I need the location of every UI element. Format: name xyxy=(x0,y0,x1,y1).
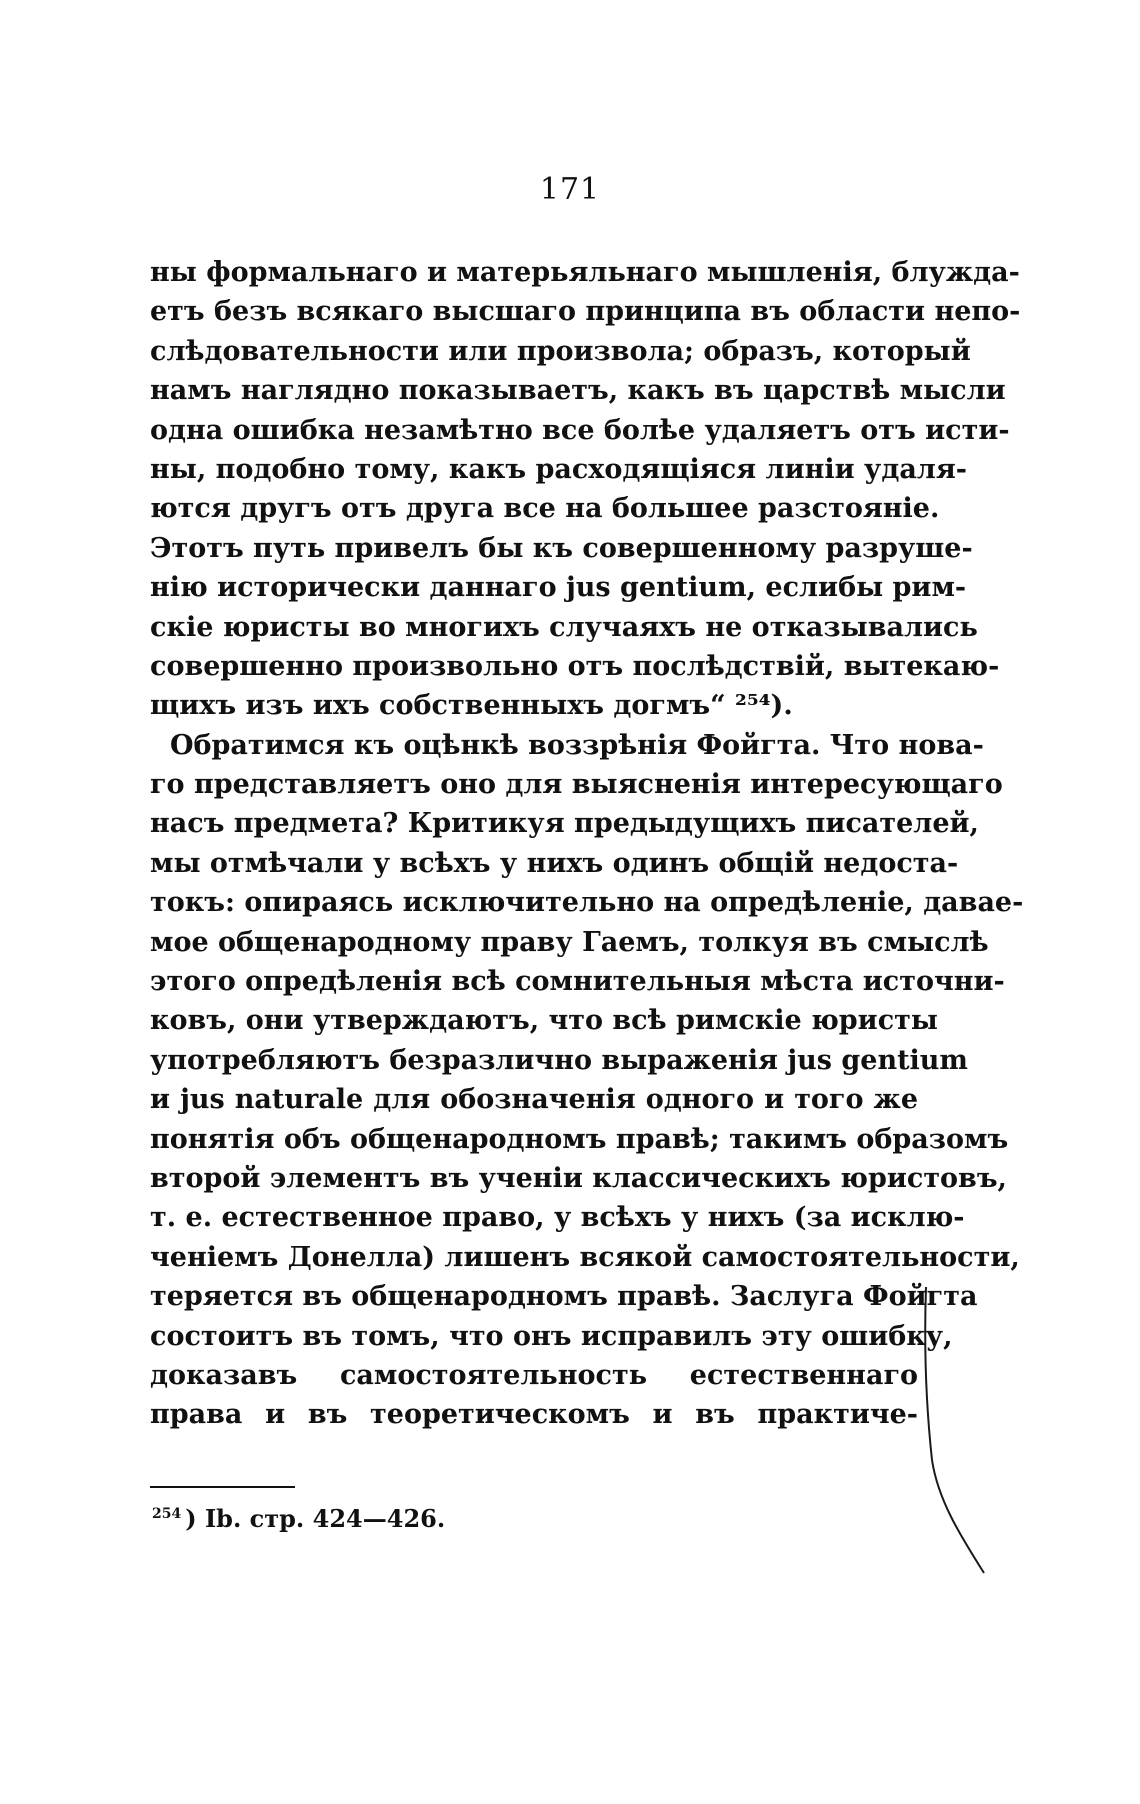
text-line: ченіемъ Донелла) лишенъ всякой самостоятельности, xyxy=(150,1241,1020,1273)
text-line: Этотъ путь привелъ бы къ совершенному разруше- xyxy=(150,532,973,564)
text-line: второй элементъ въ ученіи классическихъ юристовъ, xyxy=(150,1162,1007,1194)
text-line: совершенно произвольно отъ послѣдствій, вытекаю- xyxy=(150,650,1000,682)
text-line: щихъ изъ ихъ собственныхъ догмъ“ ²⁵⁴). xyxy=(150,690,793,722)
text-line: ны формальнаго и матерьяльнаго мышленія, блужда- xyxy=(150,257,1020,288)
footnote xyxy=(152,1504,445,1533)
text-line: одна ошибка незамѣтно все болѣе удаляетъ отъ исти- xyxy=(150,414,1010,446)
text-line: мы отмѣчали у всѣхъ у нихъ одинъ общій недоста- xyxy=(150,847,959,879)
text-line: го представляетъ оно для выясненія интересующаго xyxy=(150,769,1003,801)
text-line: этого опредѣленія всѣ сомнительныя мѣста источни- xyxy=(150,966,1005,998)
text-line: права и въ теоретическомъ и въ практиче- xyxy=(150,1399,918,1431)
text-line: доказавъ самостоятельность естественнаго xyxy=(150,1359,918,1391)
footnote-divider xyxy=(150,1486,295,1488)
text-line: теряется въ общенародномъ правѣ. Заслуга Фойгта xyxy=(150,1281,978,1313)
text-line: употребляютъ безразлично выраженія jus gentium xyxy=(150,1044,969,1076)
text-line: ковъ, они утверждаютъ, что всѣ римскіе юристы xyxy=(150,1005,938,1037)
text-line: слѣдовательности или произвола; образъ, который xyxy=(150,335,971,367)
text-line: и jus naturale для обозначенія одного и того же xyxy=(150,1084,918,1116)
text-line: токъ: опираясь исключительно на опредѣленіе, давае- xyxy=(150,887,1024,919)
text-line: состоитъ въ томъ, что онъ исправилъ эту ошибку, xyxy=(150,1320,953,1352)
text-line: ны, подобно тому, какъ расходящіяся линіи удаля- xyxy=(150,453,968,485)
body-text xyxy=(150,253,1024,1435)
text-line: ются другъ отъ друга все на большее разстояніе. xyxy=(150,493,940,525)
page-number: 171 xyxy=(539,172,601,207)
text-line: скіе юристы во многихъ случаяхъ не отказывались xyxy=(150,611,978,643)
margin-pencil-mark xyxy=(920,1285,990,1575)
text-line: т. е. естественное право, у всѣхъ у нихъ (за исклю- xyxy=(150,1202,965,1234)
text-line: мое общенародному праву Гаемъ, толкуя въ смыслѣ xyxy=(150,926,989,958)
text-line: понятія объ общенародномъ правѣ; такимъ образомъ xyxy=(150,1123,1009,1155)
text-line: намъ наглядно показываетъ, какъ въ царствѣ мысли xyxy=(150,375,1006,407)
text-line: насъ предмета? Критикуя предыдущихъ писателей, xyxy=(150,808,979,840)
text-line: нію исторически даннаго jus gentium, еслибы рим- xyxy=(150,572,967,604)
footnote-marker: 254 xyxy=(152,1506,182,1522)
footnote-text: ) Ib. стр. 424—426. xyxy=(185,1504,446,1533)
text-line: Обратимся къ оцѣнкѣ воззрѣнія Фойгта. Что нова- xyxy=(170,729,984,761)
text-line: етъ безъ всякаго высшаго принципа въ области непо- xyxy=(150,296,1021,328)
